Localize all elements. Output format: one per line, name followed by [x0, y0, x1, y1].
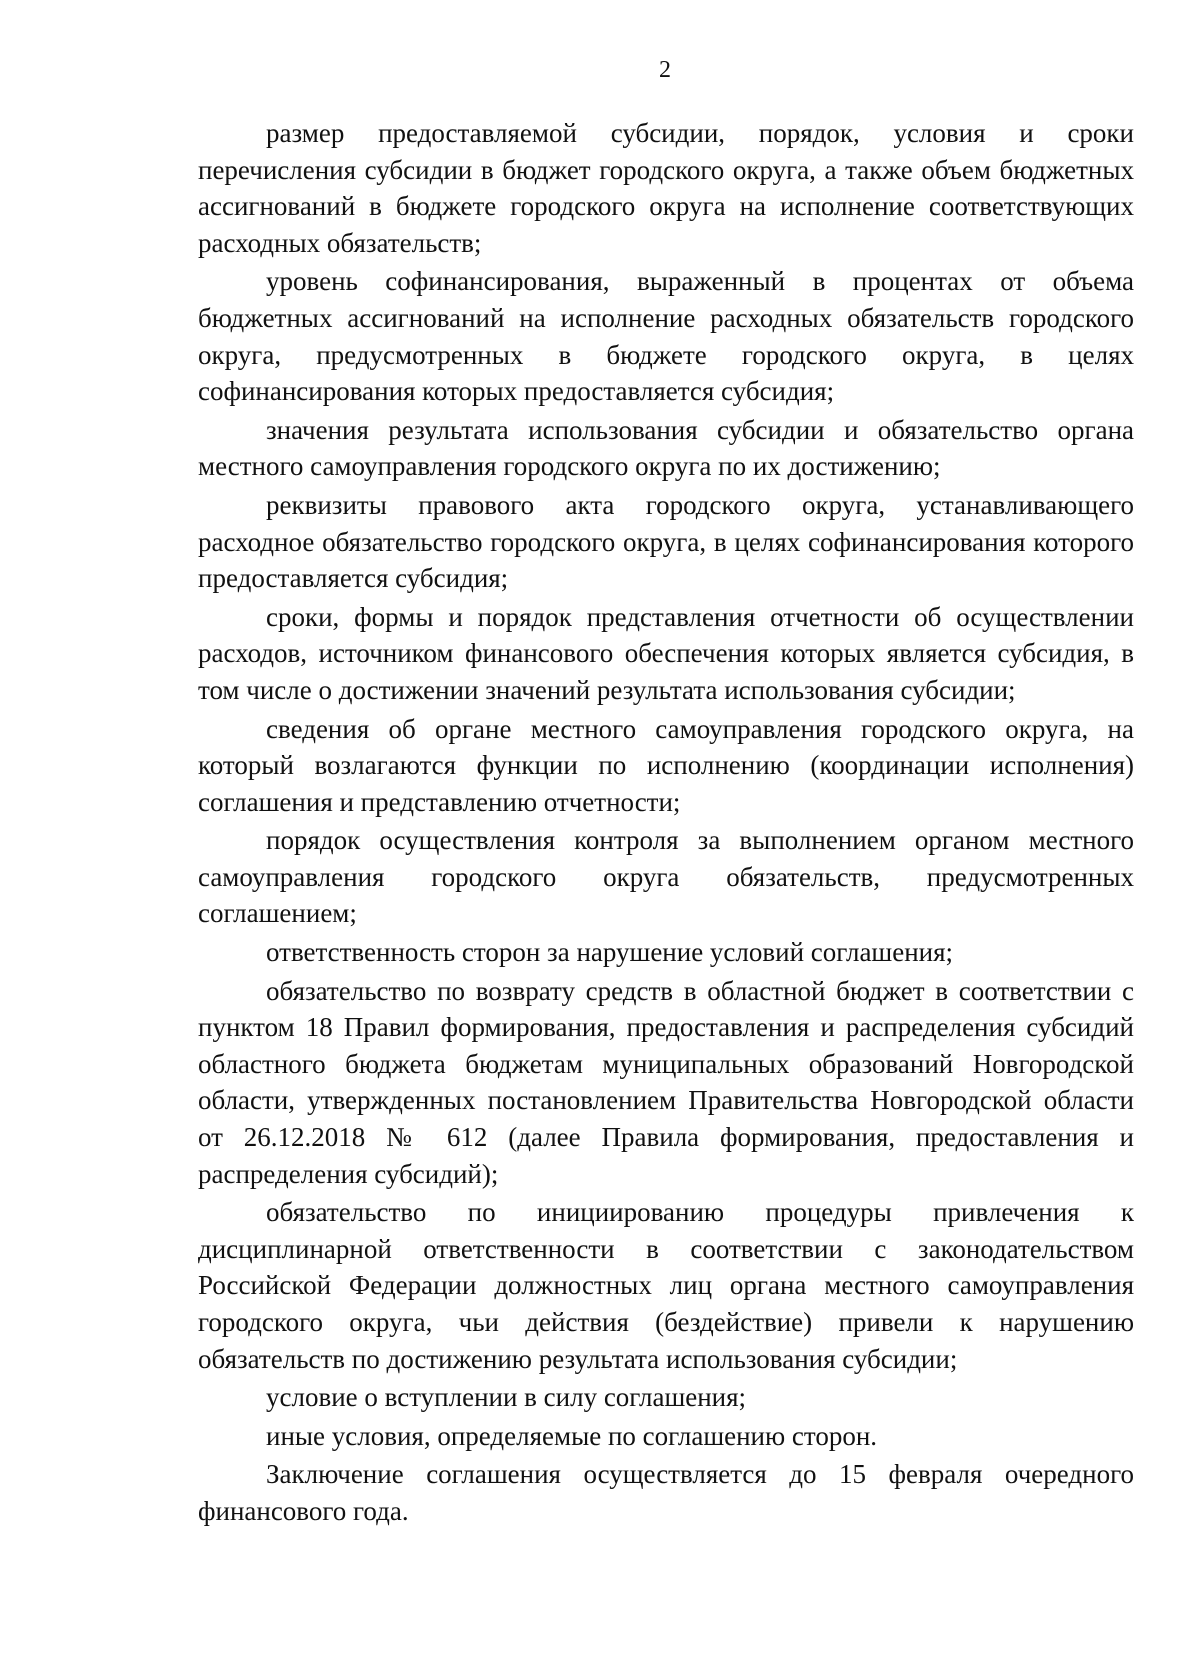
paragraph-entry-into-force: условие о вступлении в силу соглашения;: [266, 1382, 747, 1413]
paragraph-control-procedure: порядок осуществления контроля за выполнением органом местного самоуправления городского округа обязательств, предусмотренных соглашением;: [198, 825, 1134, 929]
paragraph-subsidy-amount: размер предоставляемой субсидии, порядок, условия и сроки перечисления субсидии в бюджет городского округа, а также объем бюджетных ассигнований в бюджете городского округа на исполнение соответствующих расходных обязательств;: [198, 118, 1134, 258]
paragraph-result-values: значения результата использования субсидии и обязательство органа местного самоуправления городского округа по их достижению;: [198, 414, 1134, 482]
paragraph-other-conditions: иные условия, определяемые по соглашению сторон.: [266, 1420, 878, 1451]
paragraph-agreement-deadline: Заключение соглашения осуществляется до 15 февраля очередного финансового года.: [198, 1459, 1134, 1526]
page-number: 2: [659, 57, 671, 83]
paragraph-refund-obligation: обязательство по возврату средств в областной бюджет в соответствии с пунктом 18 Правил формирования, предоставления и распределения субсидий областного бюджета бюджетам муниципальных образований Новгородской области, утвержденных постановлением Правительства Новгородской области от 26.12.2018 № 612 (далее Правила формирования, предоставления и распределения субсидий);: [198, 975, 1134, 1189]
paragraph-cofinancing-level: уровень софинансирования, выраженный в процентах от объема бюджетных ассигнований на исполнение расходных обязательств городского округа, предусмотренных в бюджете городского округа, в целях софинансирования которых предоставляется субсидия;: [198, 266, 1134, 407]
paragraph-legal-act-details: реквизиты правового акта городского округа, устанавливающего расходное обязательство городского округа, в целях софинансирования которого предоставляется субсидия;: [198, 489, 1134, 594]
paragraph-liability: ответственность сторон за нарушение условий соглашения;: [266, 937, 954, 968]
document-body: [198, 115, 1134, 1532]
paragraph-responsible-body: сведения об органе местного самоуправления городского округа, на который возлагаются функции по исполнению (координации исполнения) соглашения и представлению отчетности;: [198, 713, 1134, 817]
paragraph-reporting: сроки, формы и порядок представления отчетности об осуществлении расходов, источником финансового обеспечения которых является субсидия, в том числе о достижении значений результата использования субсидии;: [198, 601, 1134, 705]
paragraph-disciplinary-liability: обязательство по инициированию процедуры привлечения к дисциплинарной ответственности в соответствии с законодательством Российской Федерации должностных лиц органа местного самоуправления городского округа, чьи действия (бездействие) привели к нарушению обязательств по достижению результата использования субсидии;: [198, 1197, 1134, 1374]
